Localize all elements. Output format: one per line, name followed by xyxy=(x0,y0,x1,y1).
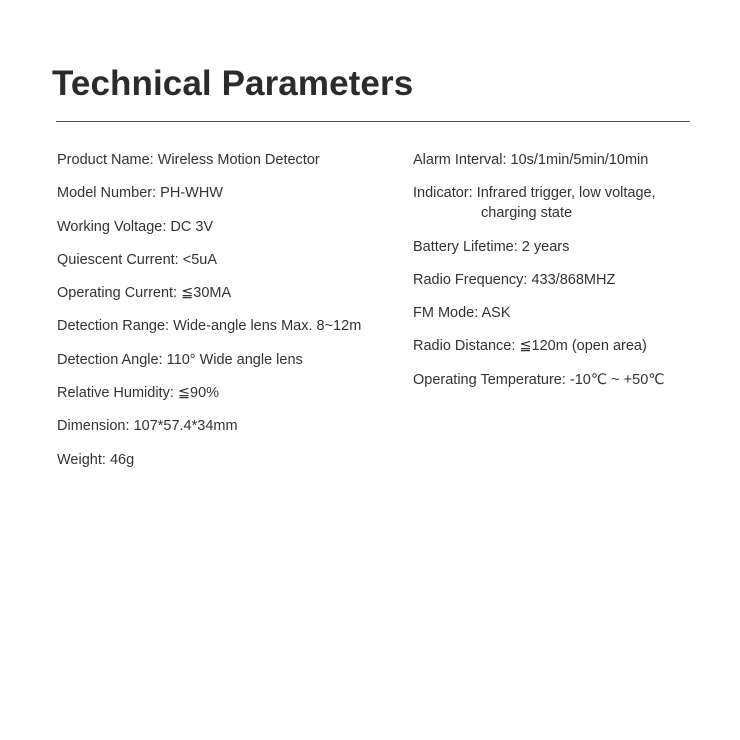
param-relative-humidity xyxy=(57,383,361,403)
param-value: <5uA xyxy=(182,251,218,268)
param-label: Operating Current: xyxy=(57,285,178,302)
param-value: ≦90% xyxy=(177,385,220,402)
param-label: Dimension: xyxy=(57,418,130,435)
param-value: -10℃ ~ +50℃ xyxy=(569,371,665,388)
param-value: 107*57.4*34mm xyxy=(133,418,238,435)
param-label: Radio Frequency: xyxy=(413,271,528,288)
param-label: Working Voltage: xyxy=(57,218,167,235)
param-value: 2 years xyxy=(521,238,570,255)
param-value: Infrared trigger, low voltage, xyxy=(476,185,656,202)
param-operating-temperature xyxy=(413,370,665,390)
param-label: Alarm Interval: xyxy=(413,152,507,168)
param-alarm-interval xyxy=(413,150,665,170)
param-label: Product Name: xyxy=(57,152,154,168)
param-product-name xyxy=(57,150,361,170)
param-label: Detection Angle: xyxy=(57,351,163,368)
param-dimension xyxy=(57,416,361,436)
param-value: Wireless Motion Detector xyxy=(157,152,320,168)
param-model-number xyxy=(57,183,361,203)
param-value: 46g xyxy=(109,451,135,468)
param-weight xyxy=(57,450,361,470)
param-battery-lifetime xyxy=(413,237,665,257)
param-operating-current xyxy=(57,283,361,303)
page-title: Technical Parameters xyxy=(52,64,414,103)
param-value: ASK xyxy=(481,305,511,322)
param-label: Quiescent Current: xyxy=(57,251,179,268)
param-quiescent-current xyxy=(57,250,361,270)
param-value-continued: charging state xyxy=(481,205,573,222)
param-detection-range xyxy=(57,316,361,336)
param-label: Radio Distance: xyxy=(413,338,516,355)
param-radio-distance xyxy=(413,336,665,356)
parameters-left-column xyxy=(57,150,361,483)
param-label: Relative Humidity: xyxy=(57,385,174,402)
param-value: Wide-angle lens Max. 8~12m xyxy=(173,318,362,335)
param-label: Weight: xyxy=(57,451,106,468)
param-value: DC 3V xyxy=(170,218,214,235)
param-value: 433/868MHZ xyxy=(531,271,616,288)
param-value: ≦120m (open area) xyxy=(519,338,647,355)
param-label: Battery Lifetime: xyxy=(413,238,518,255)
param-value: ≦30MA xyxy=(181,285,232,302)
param-value: PH-WHW xyxy=(160,185,223,202)
param-label: Indicator: xyxy=(413,185,473,202)
param-label: Model Number: xyxy=(57,185,157,202)
param-detection-angle xyxy=(57,350,361,370)
param-label: Detection Range: xyxy=(57,318,170,335)
param-fm-mode xyxy=(413,303,665,323)
param-label: FM Mode: xyxy=(413,305,479,322)
parameters-right-column xyxy=(413,150,665,403)
param-label: Operating Temperature: xyxy=(413,371,566,388)
param-working-voltage xyxy=(57,217,361,237)
param-indicator xyxy=(413,183,665,223)
param-value: 110° Wide angle lens xyxy=(166,351,303,368)
param-radio-frequency xyxy=(413,270,665,290)
title-divider xyxy=(56,121,690,122)
param-value: 10s/1min/5min/10min xyxy=(510,152,649,168)
